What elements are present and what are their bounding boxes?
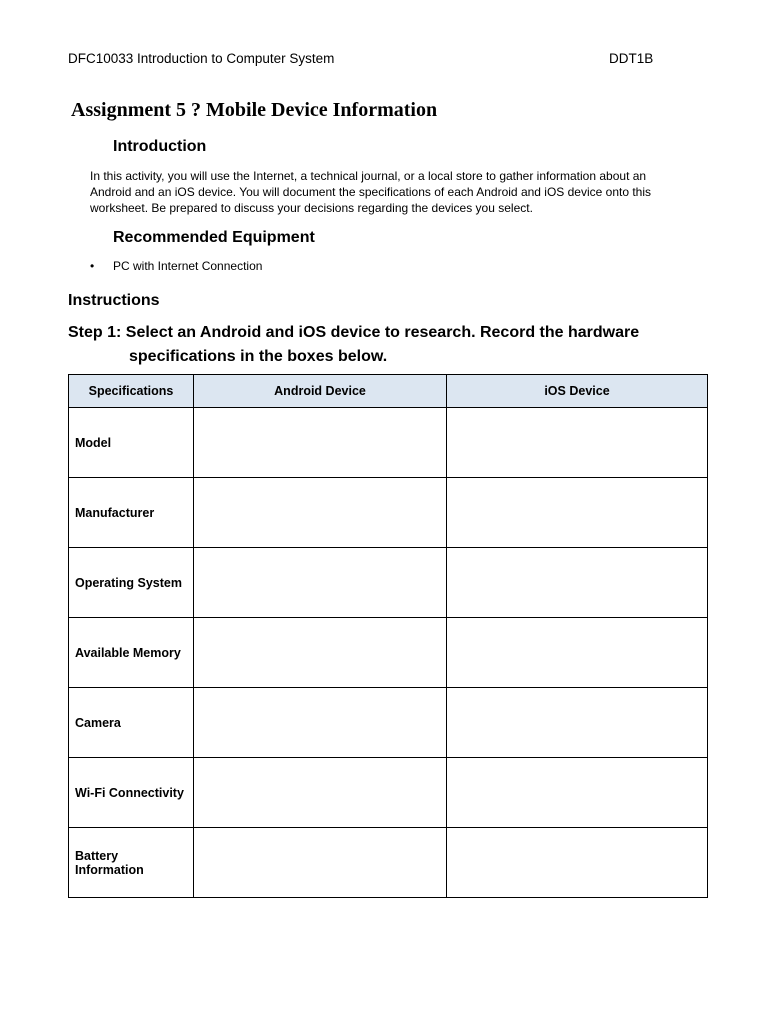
ios-value-cell[interactable]	[447, 688, 708, 758]
table-row	[69, 828, 708, 898]
table-row	[69, 758, 708, 828]
android-value-cell[interactable]	[194, 478, 447, 548]
ios-value-cell[interactable]	[447, 408, 708, 478]
android-value-cell[interactable]	[194, 688, 447, 758]
column-header-android: Android Device	[194, 375, 447, 408]
spec-label: Model	[69, 408, 194, 478]
step-1-line-2: specifications in the boxes below.	[129, 348, 388, 365]
table-row	[69, 478, 708, 548]
table-row	[69, 548, 708, 618]
table-row	[69, 688, 708, 758]
spec-label: Available Memory	[69, 618, 194, 688]
android-value-cell[interactable]	[194, 828, 447, 898]
ios-value-cell[interactable]	[447, 618, 708, 688]
bullet-icon: •	[90, 259, 95, 273]
page-title: Assignment 5 ? Mobile Device Information	[71, 99, 438, 121]
ios-value-cell[interactable]	[447, 758, 708, 828]
android-value-cell[interactable]	[194, 408, 447, 478]
equipment-heading: Recommended Equipment	[113, 229, 315, 246]
android-value-cell[interactable]	[194, 548, 447, 618]
introduction-heading: Introduction	[113, 138, 207, 155]
android-value-cell[interactable]	[194, 758, 447, 828]
table-row	[69, 408, 708, 478]
column-header-ios: iOS Device	[447, 375, 708, 408]
android-value-cell[interactable]	[194, 618, 447, 688]
spec-label: Camera	[69, 688, 194, 758]
spec-label: Battery Information	[69, 828, 194, 898]
equipment-list-item	[90, 259, 262, 273]
step-1-line-1: Step 1: Select an Android and iOS device to research. Record the hardware	[68, 324, 640, 341]
class-code: DDT1B	[609, 51, 654, 66]
table-row	[69, 618, 708, 688]
ios-value-cell[interactable]	[447, 828, 708, 898]
spec-label: Manufacturer	[69, 478, 194, 548]
spec-label: Operating System	[69, 548, 194, 618]
equipment-item-label: PC with Internet Connection	[113, 259, 263, 273]
table-header-row	[69, 375, 708, 408]
ios-value-cell[interactable]	[447, 478, 708, 548]
column-header-specifications: Specifications	[69, 375, 194, 408]
instructions-heading: Instructions	[68, 292, 160, 309]
ios-value-cell[interactable]	[447, 548, 708, 618]
course-title: DFC10033 Introduction to Computer System	[68, 51, 335, 66]
specifications-table	[68, 374, 708, 898]
introduction-text: In this activity, you will use the Internet, a technical journal, or a local store to gather information about an Android and an iOS device. You will document the specifications of each Android and iOS device onto this worksheet. Be prepared to discuss your decisions regarding the devices you select.	[90, 169, 652, 215]
step-1-text	[68, 321, 708, 369]
spec-label: Wi-Fi Connectivity	[69, 758, 194, 828]
